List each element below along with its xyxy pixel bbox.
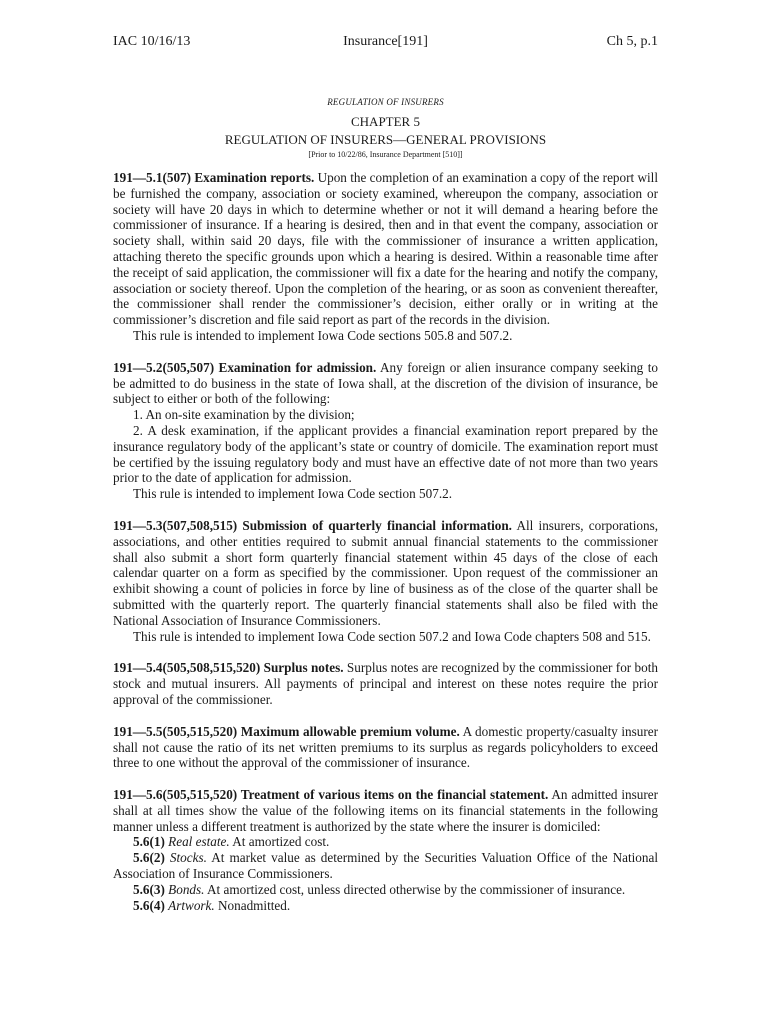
rule-paragraph: [113, 787, 658, 834]
subrule-text: Nonadmitted.: [214, 897, 291, 913]
rule-heading: 191—5.5(505,515,520) Maximum allowable premium volume.: [113, 723, 460, 739]
header-page-number: Ch 5, p.1: [606, 34, 658, 49]
subrule-5-6-2: [113, 850, 658, 882]
header-date: IAC 10/16/13: [113, 34, 191, 49]
rule-paragraph: [113, 518, 658, 629]
implement-note: This rule is intended to implement Iowa Code sections 505.8 and 507.2.: [133, 327, 513, 343]
chapter-title: REGULATION OF INSURERS—GENERAL PROVISIONS: [224, 132, 547, 147]
subrule-5-6-3: [113, 882, 658, 898]
rule-text: Any foreign or alien insurance company seeking to be admitted to do business in the state of Iowa shall, at the discretion of the division of insurance, be subject to either or both of the following:: [113, 359, 658, 407]
implement-note: This rule is intended to implement Iowa Code section 507.2.: [133, 486, 453, 502]
chapter-heading: [113, 96, 658, 160]
section-label: REGULATION OF INSURERS: [327, 97, 444, 107]
implement-note: This rule is intended to implement Iowa Code section 507.2 and Iowa Code chapters 508 and 515.: [133, 628, 651, 644]
chapter-number: CHAPTER 5: [351, 114, 420, 129]
rule-text: All insurers, corporations, associations, and other entities required to submit annual financial statements to the commissioner shall also submit a short form quarterly financial statement within 45 days of the close of each calendar quarter on a form as specified by the commissioner. Upon request of the commissioner an exhibit showing a count of policies in force by line of business as of the close of the quarter shall be submitted with the quarterly report. The quarterly financial statements shall also be filed with the National Association of Insurance Commissioners.: [113, 517, 658, 628]
list-item: 2. A desk examination, if the applicant provides a financial examination report prepared by the insurance regulatory body of the applicant’s state or country of domicile. The examination report must be certified by the issuing regulatory body and must have an effective date of not more than two years prior to the date of application for admission.: [113, 422, 658, 486]
rule-paragraph: [113, 660, 658, 707]
subrule-number: 5.6(2): [133, 850, 165, 866]
rule-5-4: [113, 660, 658, 707]
list-item: 1. An on-site examination by the division;: [133, 407, 355, 423]
subrule-title: Bonds.: [168, 881, 205, 897]
header-title: Insurance[191]: [343, 34, 428, 49]
subrule-text: At amortized cost.: [229, 834, 330, 850]
rule-heading: 191—5.4(505,508,515,520) Surplus notes.: [113, 660, 344, 676]
document-body: [113, 170, 658, 929]
rule-paragraph: [113, 170, 658, 328]
rule-heading: 191—5.6(505,515,520) Treatment of various items on the financial statement.: [113, 787, 549, 803]
chapter-note: [Prior to 10/22/86, Insurance Department [510]]: [308, 150, 463, 159]
rule-5-2: [113, 360, 658, 502]
rule-5-6: [113, 787, 658, 913]
rule-heading: 191—5.1(507) Examination reports.: [113, 170, 315, 185]
subrule-number: 5.6(4): [133, 897, 165, 913]
subrule-number: 5.6(3): [133, 881, 165, 897]
subrule-title: Artwork.: [168, 897, 215, 913]
rule-text: Surplus notes are recognized by the commissioner for both stock and mutual insurers. All payments of principal and interest on these notes require the prior approval of the commissioner.: [113, 660, 658, 707]
subrule-number: 5.6(1): [133, 834, 165, 850]
rule-heading: 191—5.2(505,507) Examination for admission.: [113, 359, 377, 375]
subrule-text: At market value as determined by the Securities Valuation Office of the National Association of Insurance Commissioners.: [113, 850, 658, 882]
subrule-title: Stocks.: [169, 850, 207, 866]
rule-5-5: [113, 724, 658, 771]
subrule-5-6-1: [113, 834, 658, 850]
rule-heading: 191—5.3(507,508,515) Submission of quarterly financial information.: [113, 517, 512, 533]
subrule-text: At amortized cost, unless directed otherwise by the commissioner of insurance.: [204, 881, 626, 897]
rule-paragraph: [113, 724, 658, 771]
rule-5-1: [113, 170, 658, 344]
running-header: [113, 34, 658, 52]
subrule-title: Real estate.: [168, 834, 230, 850]
rule-text: A domestic property/casualty insurer shall not cause the ratio of its net written premiums to its surplus as regards policyholders to exceed three to one without the approval of the commissioner of insurance.: [113, 723, 658, 771]
rule-5-3: [113, 518, 658, 644]
rule-text: An admitted insurer shall at all times show the value of the following items on its financial statements in the following manner unless a different treatment is authorized by the state where the insurer is domiciled:: [113, 787, 659, 834]
rule-paragraph: [113, 360, 658, 407]
subrule-5-6-4: [113, 898, 658, 914]
rule-text: Upon the completion of an examination a copy of the report will be furnished the company, association or society examined, whereupon the company, association or society will have 20 days in which to determine whether or not it will demand a hearing before the commissioner of insurance. If a hearing is desired, then and in that event the company, association or society shall, within said 20 days, file with the commissioner of insurance a written application, attaching thereto the specific grounds upon which a hearing is desired. Within a reasonable time after the receipt of said application, the commissioner will fix a date for the hearing and notify the company, association or society thereof. Upon the completion of the hearing, or as soon as convenient thereafter, the commissioner shall render the commissioner’s decision, either orally or in writing at the commissioner’s discretion and file said report as part of the records in the division.: [113, 170, 658, 328]
